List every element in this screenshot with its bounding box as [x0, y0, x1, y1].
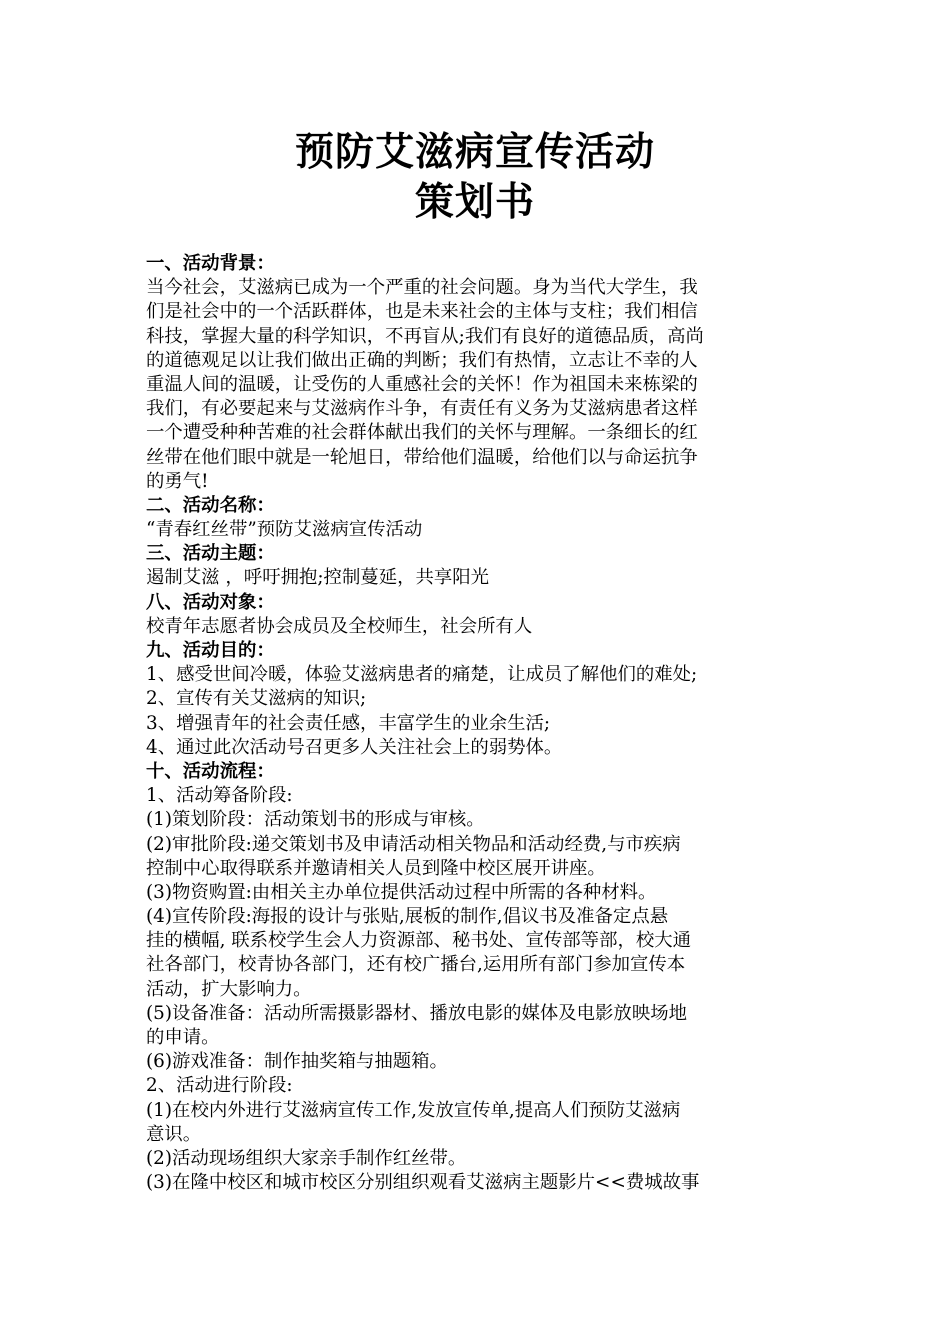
- paragraph-line: (2)活动现场组织大家亲手制作红丝带。: [146, 1147, 467, 1169]
- paragraph-line: 社各部门，校青协各部门，还有校广播台,运用所有部门参加宣传本: [146, 954, 686, 976]
- paragraph-line: 校青年志愿者协会成员及全校师生，社会所有人: [146, 615, 533, 637]
- paragraph-line: 一个遭受种种苦难的社会群体献出我们的关怀与理解。一条细长的红: [146, 422, 698, 444]
- paragraph-line: 遏制艾滋 ，呼吁拥抱;控制蔓延，共享阳光: [146, 567, 490, 589]
- paragraph-line: 2、活动进行阶段:: [146, 1075, 293, 1097]
- paragraph-line: 控制中心取得联系并邀请相关人员到隆中校区展开讲座。: [146, 857, 606, 879]
- paragraph-line: 意识。: [146, 1123, 202, 1145]
- section-heading: 十、活动流程：: [146, 760, 275, 782]
- section-heading: 三、活动主题：: [146, 543, 275, 565]
- paragraph-line: 丝带在他们眼中就是一轮旭日，带给他们温暖，给他们以与命运抗争: [146, 446, 698, 468]
- paragraph-line: (3)物资购置:由相关主办单位提供活动过程中所需的各种材料。: [146, 881, 657, 903]
- paragraph-line: (2)审批阶段:递交策划书及申请活动相关物品和活动经费,与市疾病: [146, 833, 681, 855]
- section-heading: 八、活动对象：: [146, 591, 275, 613]
- paragraph-line: 4、通过此次活动号召更多人关注社会上的弱势体。: [146, 736, 563, 758]
- paragraph-line: (4)宣传阶段:海报的设计与张贴,展板的制作,倡议书及准备定点悬: [146, 906, 669, 928]
- paragraph-line: (1)策划阶段：活动策划书的形成与审核。: [146, 809, 485, 831]
- paragraph-line: 当今社会，艾滋病已成为一个严重的社会问题。身为当代大学生，我: [146, 277, 698, 299]
- paragraph-line: (3)在隆中校区和城市校区分别组织观看艾滋病主题影片<<费城故事: [146, 1172, 700, 1194]
- section-heading: 二、活动名称：: [146, 494, 275, 516]
- paragraph-line: 活动，扩大影响力。: [146, 978, 312, 1000]
- paragraph-line: 科技，掌握大量的科学知识，不再盲从;我们有良好的道德品质，高尚: [146, 325, 704, 347]
- paragraph-line: (1)在校内外进行艾滋病宣传工作,发放宣传单,提高人们预防艾滋病: [146, 1099, 681, 1121]
- paragraph-line: 3、增强青年的社会责任感，丰富学生的业余生活;: [146, 712, 551, 734]
- paragraph-line: (5)设备准备：活动所需摄影器材、播放电影的媒体及电影放映场地: [146, 1002, 687, 1024]
- paragraph-line: “青春红丝带”预防艾滋病宣传活动: [146, 519, 423, 541]
- paragraph-line: 的道德观足以让我们做出正确的判断；我们有热情，立志让不幸的人: [146, 349, 698, 371]
- paragraph-line: 1、活动筹备阶段:: [146, 785, 293, 807]
- paragraph-line: 的申请。: [146, 1027, 220, 1048]
- paragraph-line: 们是社会中的一个活跃群体，也是未来社会的主体与支柱；我们相信: [146, 301, 698, 323]
- section-heading: 九、活动目的：: [146, 640, 275, 661]
- document-title-line-2: 策划书: [414, 179, 535, 225]
- paragraph-line: 我们，有必要起来与艾滋病作斗争，有责任有义务为艾滋病患者这样: [146, 398, 698, 420]
- paragraph-line: 的勇气!: [146, 470, 209, 492]
- paragraph-line: 重温人间的温暖，让受伤的人重感社会的关怀！作为祖国未来栋梁的: [146, 373, 698, 395]
- paragraph-line: 挂的横幅, 联系校学生会人力资源部、秘书处、宣传部等部，校大通: [146, 930, 692, 952]
- paragraph-line: 1、感受世间冷暖，体验艾滋病患者的痛楚，让成员了解他们的难处;: [146, 664, 698, 686]
- paragraph-line: (6)游戏准备：制作抽奖箱与抽题箱。: [146, 1051, 448, 1073]
- document-body: [146, 252, 814, 1195]
- document-title-line-1: 预防艾滋病宣传活动: [294, 129, 655, 175]
- paragraph-line: 2、宣传有关艾滋病的知识;: [146, 688, 367, 710]
- section-heading: 一、活动背景：: [146, 253, 275, 274]
